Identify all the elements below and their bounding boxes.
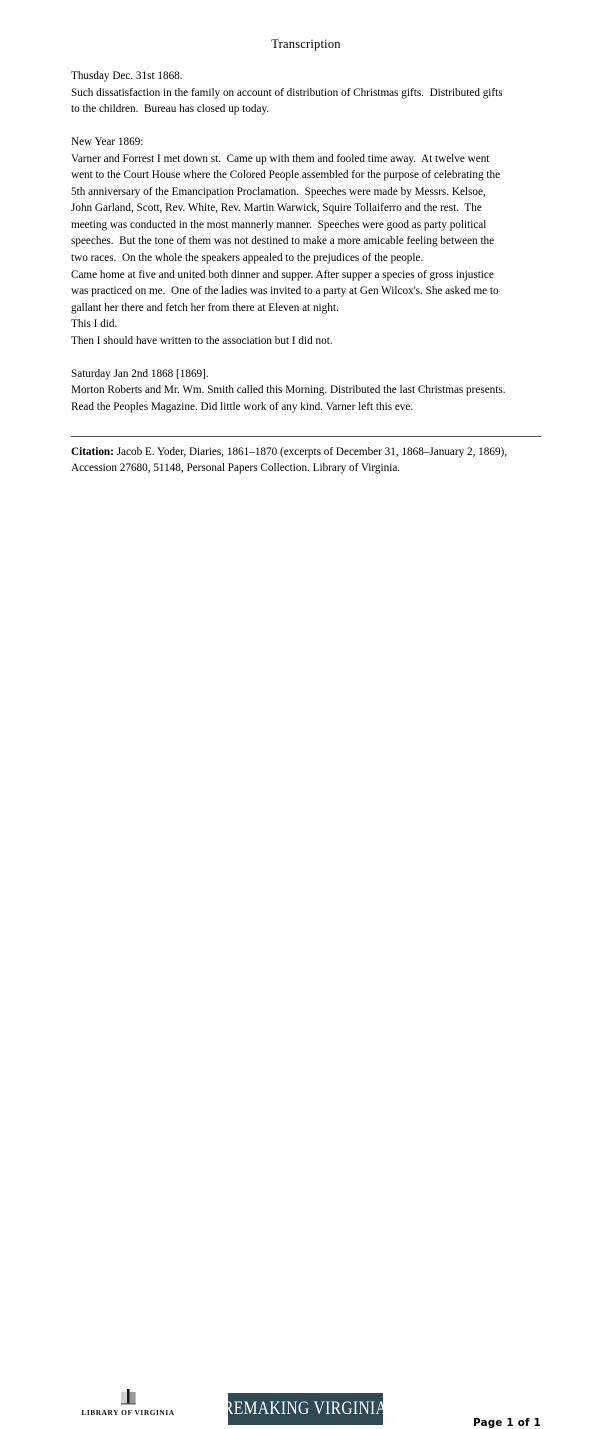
library-of-virginia-wordmark: LIBRARY OF VIRGINIA (81, 1408, 175, 1417)
transcription-line: 5th anniversary of the Emancipation Proclamation. Speeches were made by Messrs. Kelsoe, (71, 185, 486, 198)
transcription-line: Such dissatisfaction in the family on account of distribution of Christmas gifts. Distributed gifts (71, 86, 503, 99)
transcription-line: Morton Roberts and Mr. Wm. Smith called this Morning. Distributed the last Christmas presents. (71, 384, 506, 397)
citation-block (71, 436, 541, 477)
transcription-line: meeting was conducted in the most mannerly manner. Speeches were good as party political (71, 218, 487, 231)
page-footer (0, 690, 612, 1429)
citation-detail: Jacob E. Yoder, Diaries, 1861–1870 (excerpts of December 31, 1868–January 2, 1869), Accession 27680, 51148, Personal Papers Collection. Library of Virginia. (71, 446, 508, 475)
transcription-line: two races. On the whole the speakers appealed to the prejudices of the people. (71, 251, 424, 264)
transcription-line: gallant her there and fetch her from there at Eleven at night. (71, 301, 339, 314)
transcription-line: This I did. (71, 318, 118, 331)
transcription-line: speeches. But the tone of them was not destined to make a more amicable feeling between the (71, 235, 495, 248)
transcription-line: Came home at five and united both dinner and supper. After supper a species of gross injustice (71, 268, 494, 281)
transcription-body (71, 68, 541, 415)
horizontal-rule (71, 436, 541, 437)
remaking-virginia-label: REMAKING VIRGINIA (223, 1398, 388, 1419)
remaking-virginia-banner (223, 1393, 388, 1425)
transcription-line: Read the Peoples Magazine. Did little work of any kind. Varner left this eve. (71, 400, 414, 413)
transcription-line: Then I should have written to the association but I did not. (71, 334, 333, 347)
transcription-line: was practiced on me. One of the ladies was invited to a party at Gen Wilcox's. She asked me to (71, 285, 499, 298)
transcription-line: Thusday Dec. 31st 1868. (71, 70, 183, 82)
library-of-virginia-logo (76, 1388, 180, 1417)
transcription-entry (71, 68, 541, 118)
transcription-entry (71, 366, 541, 416)
citation-label: Citation: (71, 446, 114, 458)
transcription-line: Varner and Forrest I met down st. Came up with them and fooled time away. At twelve went (71, 152, 490, 165)
transcription-line: to the children. Bureau has closed up today. (71, 103, 270, 116)
transcription-line: Saturday Jan 2nd 1868 [1869]. (71, 367, 209, 380)
transcription-line: New Year 1869: (71, 136, 144, 149)
transcription-line: John Garland, Scott, Rev. White, Rev. Martin Warwick, Squire Tollaiferro and the rest. The (71, 202, 482, 215)
citation-text (71, 444, 541, 477)
page-number: Page 1 of 1 (473, 1418, 541, 1429)
page-title: Transcription (271, 37, 341, 51)
transcription-line: went to the Court House where the Colored People assembled for the purpose of celebrating the (71, 169, 501, 182)
open-book-icon (76, 1388, 180, 1406)
transcription-entry (71, 134, 541, 349)
